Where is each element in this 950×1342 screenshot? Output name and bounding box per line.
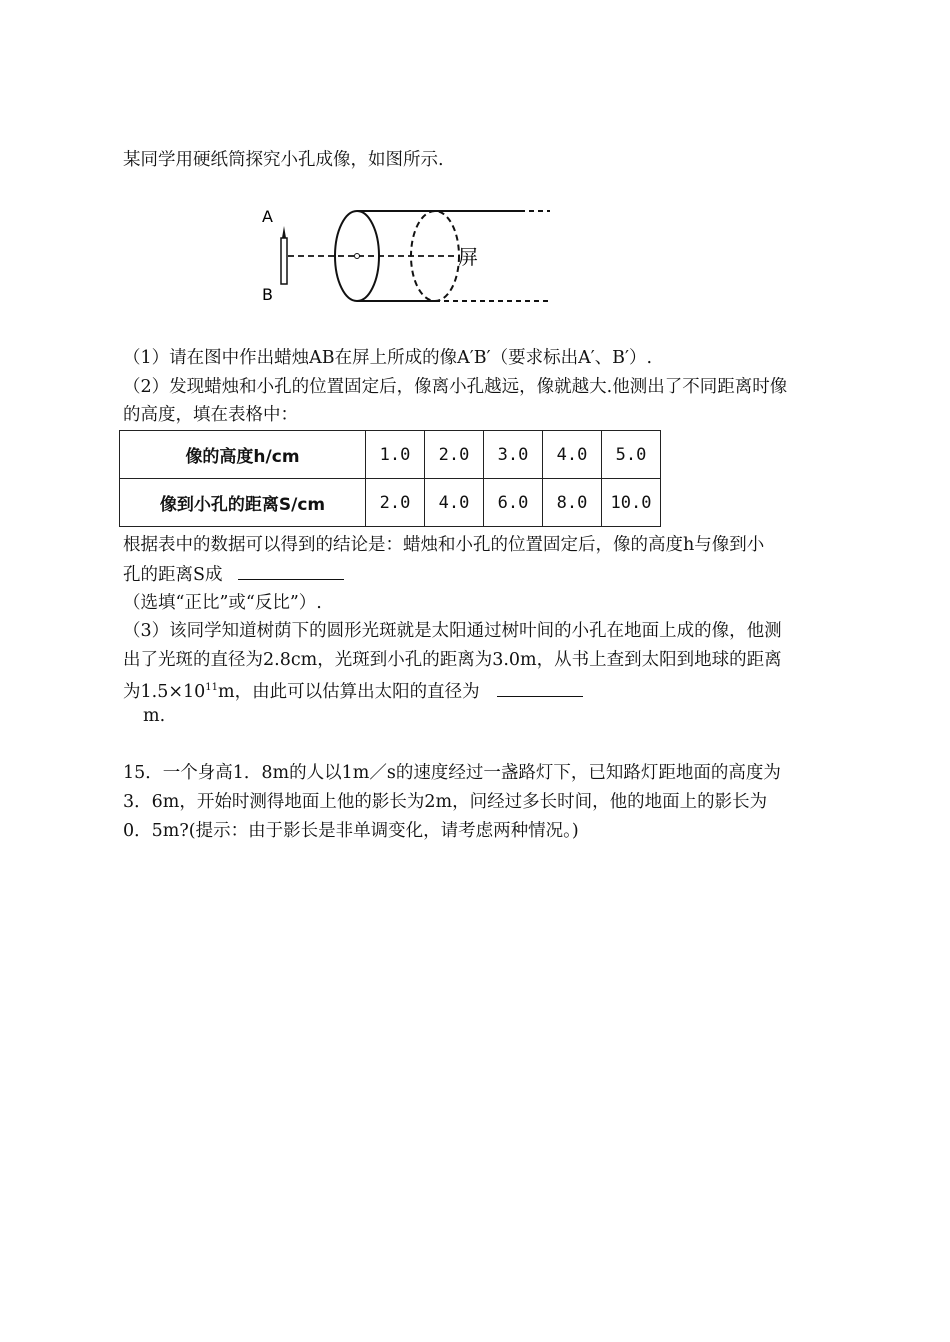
table-cell: 1.0 xyxy=(366,431,425,479)
intro-text: 某同学用硬纸筒探究小孔成像，如图所示. xyxy=(123,150,444,170)
answer-blank-1[interactable] xyxy=(238,561,344,580)
label-screen: 屏 xyxy=(458,245,478,269)
table-row xyxy=(120,431,661,479)
candle xyxy=(281,226,287,284)
conclusion-line-2 xyxy=(123,561,344,587)
label-b: B xyxy=(262,285,273,304)
table-cell: 8.0 xyxy=(543,479,602,527)
conclusion-text: 孔的距离S成 xyxy=(123,565,223,585)
question-2-line-2: 的高度，填在表格中： xyxy=(123,405,298,425)
question-3-text: m，由此可以估算出太阳的直径为 xyxy=(218,682,480,702)
label-a: A xyxy=(262,207,273,226)
data-table xyxy=(119,430,661,527)
problem-15-line-3: 0．5m?(提示：由于影长是非单调变化，请考虑两种情况。) xyxy=(123,821,579,841)
exponent: 11 xyxy=(205,682,218,693)
table-cell: 6.0 xyxy=(484,479,543,527)
answer-blank-2[interactable] xyxy=(497,678,583,697)
question-3-line-2: 出了光斑的直径为2.8cm，光斑到小孔的距离为3.0m，从书上查到太阳到地球的距离 xyxy=(123,650,782,670)
conclusion-line-3: （选填“正比”或“反比”）. xyxy=(123,593,322,613)
table-cell: 5.0 xyxy=(602,431,661,479)
problem-15-line-1: 15．一个身高1．8m的人以1m／s的速度经过一盏路灯下，已知路灯距地面的高度为 xyxy=(123,763,781,783)
question-1: （1）请在图中作出蜡烛AB在屏上所成的像A′B′（要求标出A′、B′）. xyxy=(123,348,653,368)
table-cell: 4.0 xyxy=(543,431,602,479)
row-header-distance: 像到小孔的距离S/cm xyxy=(120,479,366,527)
table-cell: 2.0 xyxy=(366,479,425,527)
table-row xyxy=(120,479,661,527)
row-header-height: 像的高度h/cm xyxy=(120,431,366,479)
distance-value: 为1.5×10 xyxy=(123,682,206,702)
pinhole-camera-figure xyxy=(250,200,560,310)
conclusion-line-1: 根据表中的数据可以得到的结论是：蜡烛和小孔的位置固定后，像的高度h与像到小 xyxy=(123,535,765,555)
question-2-line-1: （2）发现蜡烛和小孔的位置固定后，像离小孔越远，像就越大.他测出了不同距离时像 xyxy=(123,377,788,397)
question-3-line-3 xyxy=(123,676,583,704)
table-cell: 4.0 xyxy=(425,479,484,527)
problem-15-line-2: 3．6m，开始时测得地面上他的影长为2m，问经过多长时间，他的地面上的影长为 xyxy=(123,792,768,812)
table-cell: 10.0 xyxy=(602,479,661,527)
table-cell: 2.0 xyxy=(425,431,484,479)
question-3-line-4: m. xyxy=(143,706,166,726)
pinhole xyxy=(355,254,360,259)
question-3-line-1: （3）该同学知道树荫下的圆形光斑就是太阳通过树叶间的小孔在地面上成的像，他测 xyxy=(123,621,782,641)
table-cell: 3.0 xyxy=(484,431,543,479)
